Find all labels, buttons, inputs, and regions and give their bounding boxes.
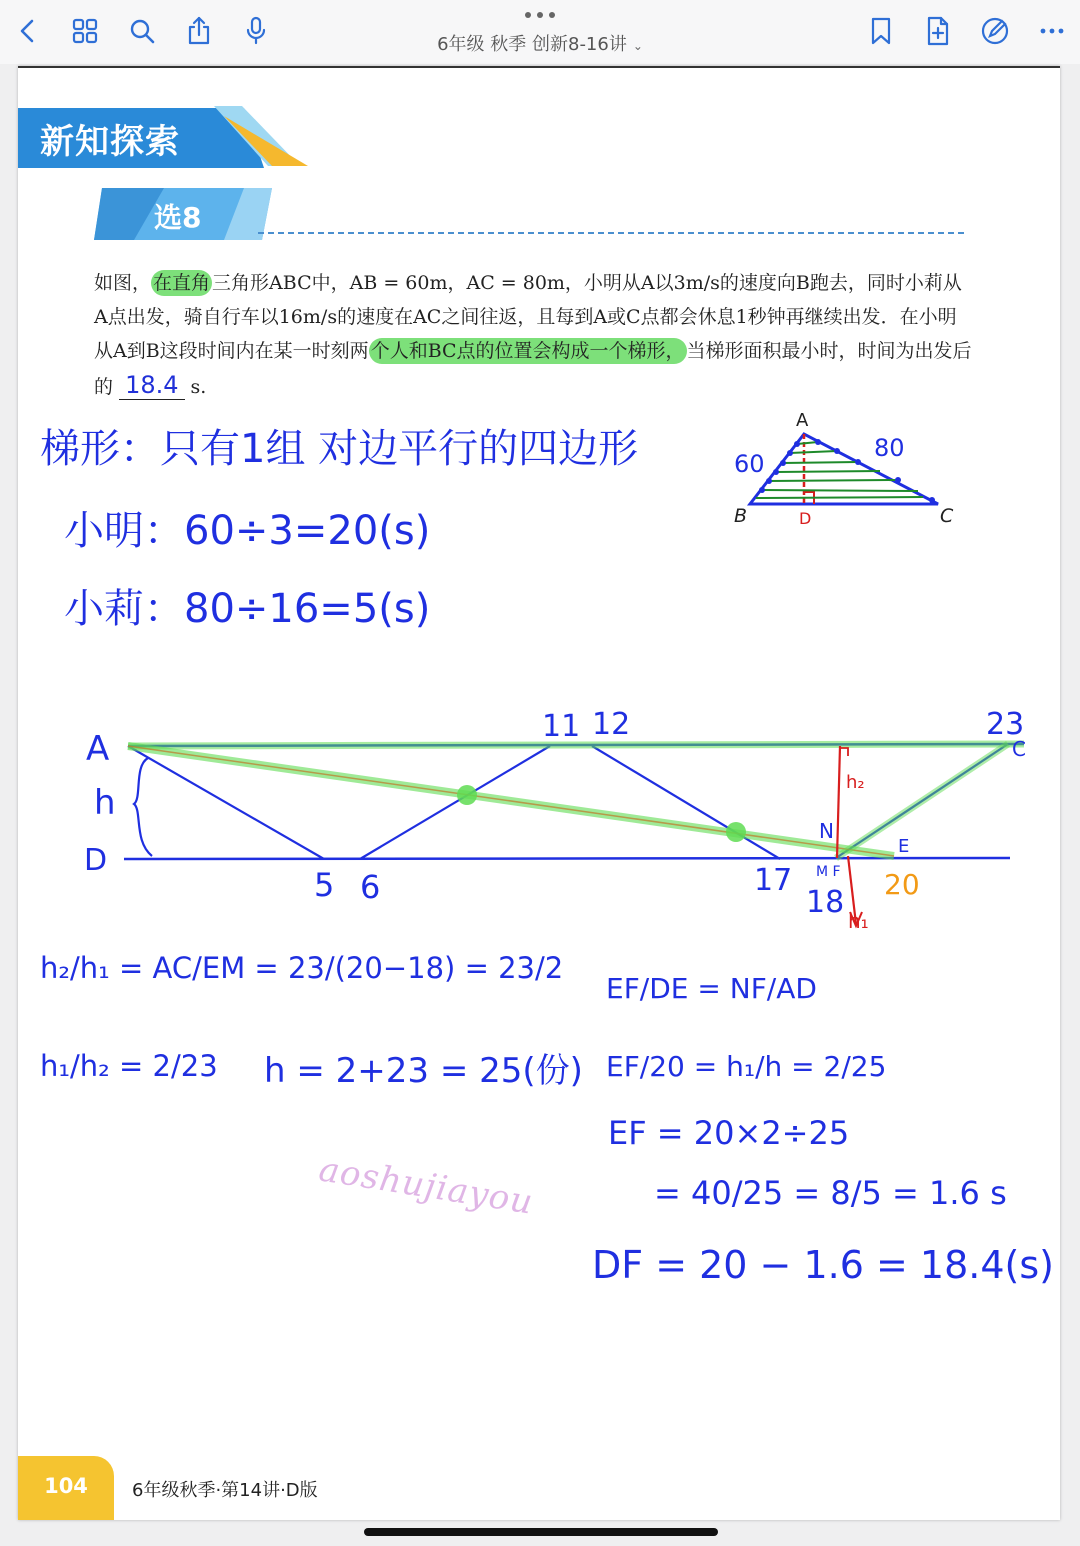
tl-tick-17: 17 xyxy=(754,863,793,898)
tri-label-ab: 60 xyxy=(734,450,765,478)
tl-label-d: D xyxy=(84,843,108,878)
eq-right-2: EF/20 = h₁/h = 2/25 xyxy=(606,1050,887,1083)
grid-icon[interactable] xyxy=(68,14,102,48)
top-toolbar xyxy=(0,0,1080,64)
tl-label-h2: h₂ xyxy=(846,772,865,793)
document-title[interactable]: 6年级 秋季 创新8-16讲 ⌄ xyxy=(437,34,643,55)
tri-label-b: B xyxy=(734,505,748,527)
note-xiaoli: 小莉：80÷16=5(s) xyxy=(64,586,431,632)
document-page[interactable] xyxy=(18,66,1060,1520)
bookmark-icon[interactable] xyxy=(864,14,898,48)
tl-label-h1: h₁ xyxy=(848,909,869,933)
search-icon[interactable] xyxy=(125,14,159,48)
back-icon[interactable] xyxy=(12,14,46,48)
tl-label-mf: M F xyxy=(816,864,841,880)
handwriting-layer xyxy=(18,66,1060,1520)
window-grabber-icon[interactable] xyxy=(522,10,558,20)
more-icon[interactable] xyxy=(1035,14,1069,48)
tl-tick-18: 18 xyxy=(806,885,845,920)
microphone-icon[interactable] xyxy=(239,14,273,48)
eq-left-1: h₂/h₁ = AC/EM = 23/(20−18) = 23/2 xyxy=(40,951,564,985)
section-title: 新知探索 xyxy=(40,122,180,162)
tri-label-c: C xyxy=(940,505,954,527)
answer-blank: 18.4 xyxy=(119,371,184,400)
note-definition: 梯形：只有1组 对边平行的四边形 xyxy=(40,426,639,472)
tl-tick-5: 5 xyxy=(314,866,335,904)
tl-label-a: A xyxy=(86,729,110,769)
tl-label-h: h xyxy=(94,783,116,823)
tri-label-d: D xyxy=(799,509,812,528)
share-icon[interactable] xyxy=(182,14,216,48)
eq-right-5: DF = 20 − 1.6 = 18.4(s) xyxy=(592,1243,1054,1287)
tl-label-20: 20 xyxy=(884,868,920,901)
eq-left-3: h = 2+23 = 25(份) xyxy=(264,1051,583,1091)
eq-right-1: EF/DE = NF/AD xyxy=(606,972,817,1005)
tri-label-ac: 80 xyxy=(874,434,905,462)
highlight-2: 个人和BC点的位置会构成一个梯形， xyxy=(370,340,685,362)
tri-label-a: A xyxy=(796,410,809,431)
tl-tick-6: 6 xyxy=(360,868,381,906)
pencil-markup-icon[interactable] xyxy=(978,14,1012,48)
note-xiaoming: 小明：60÷3=20(s) xyxy=(64,508,431,554)
tl-tick-12: 12 xyxy=(592,707,631,742)
eq-right-3: EF = 20×2÷25 xyxy=(608,1114,850,1152)
tl-label-e: E xyxy=(898,836,910,857)
eq-right-4: = 40/25 = 8/5 = 1.6 s xyxy=(654,1174,1007,1212)
page-number: 104 xyxy=(44,1474,88,1498)
watermark: aoshujiayou xyxy=(316,1149,537,1223)
problem-text: 如图， 在直角 三角形ABC中，AB = 60m，AC = 80m，小明从A以3m/s的速度向B跑去，同时小莉从A点出发，骑自行车以16m/s的速度在AC之间往返，且每到A或C点都会休息1秒钟再继续出发．在小明从A到B这段时间内在某一时刻两 个人和BC点的位置会构成一个梯形， 当梯形面积最小时，时间为出发后的 18.4 s. xyxy=(94,272,972,399)
add-page-icon[interactable] xyxy=(921,14,955,48)
tl-label-c: C xyxy=(1012,737,1026,761)
highlight-1: 在直角 xyxy=(153,272,211,294)
footer-text: 6年级秋季·第14讲·D版 xyxy=(132,1480,318,1501)
tl-tick-11: 11 xyxy=(542,709,581,744)
eq-left-2: h₁/h₂ = 2/23 xyxy=(40,1049,218,1083)
timeline-diagram xyxy=(84,707,1026,933)
home-indicator[interactable] xyxy=(364,1528,718,1536)
triangle-sketch xyxy=(734,410,954,528)
tl-tick-23: 23 xyxy=(986,707,1025,742)
example-tag: 选8 xyxy=(154,201,202,234)
tl-label-n: N xyxy=(819,819,834,843)
